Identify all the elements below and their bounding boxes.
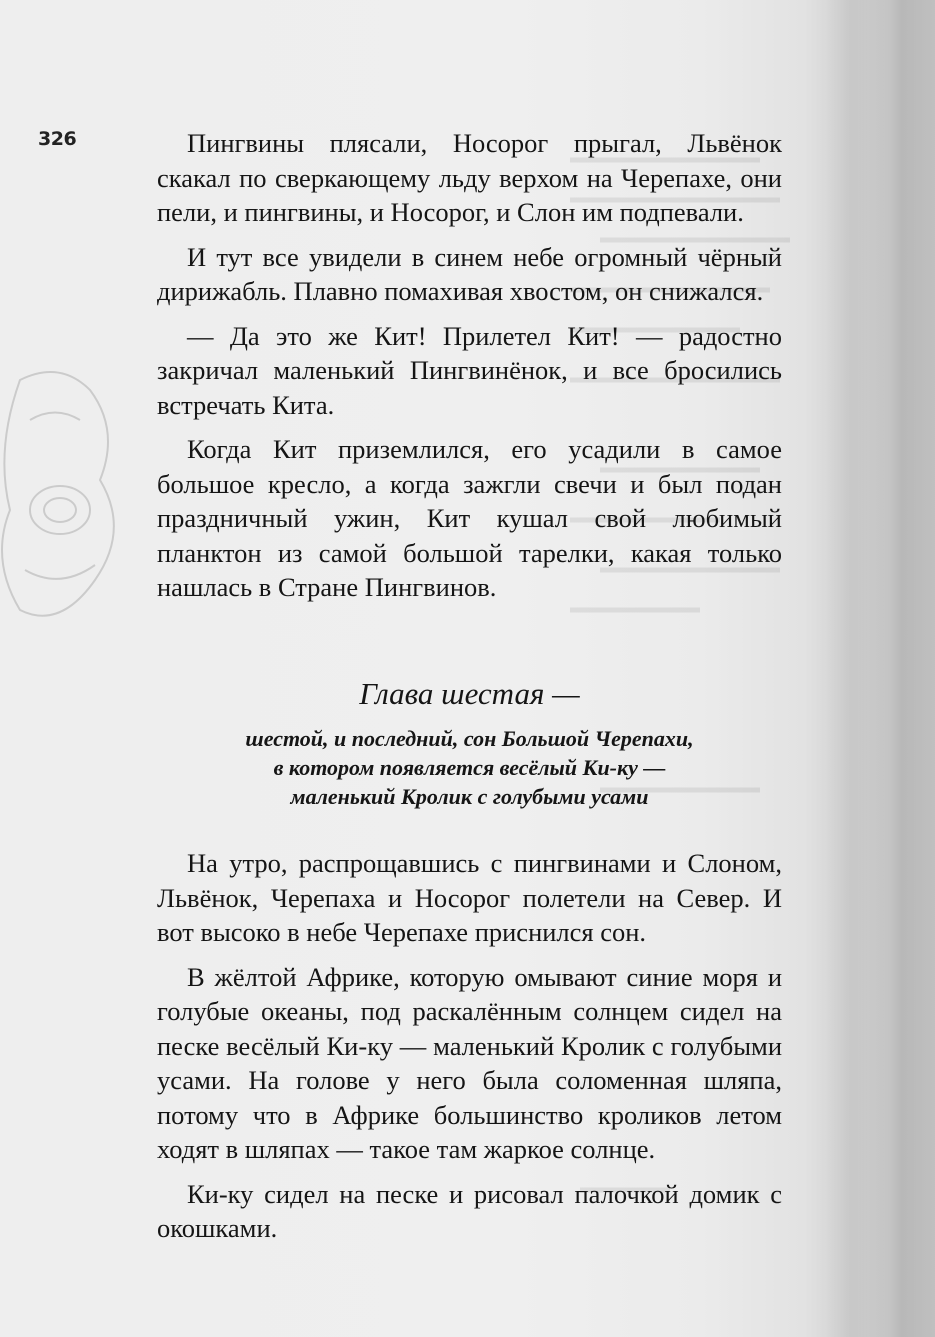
bleed-through-illustration [0, 360, 135, 660]
chapter-subtitle-line: шестой, и последний, сон Большой Черепахи, [245, 726, 694, 751]
page-gutter-shadow [825, 0, 935, 1337]
chapter-title: Глава шестая — [359, 676, 580, 711]
chapter-subtitle-line: маленький Кролик с голубыми усами [290, 784, 649, 809]
chapter-subtitle-line: в котором появляется весёлый Ки-ку — [273, 755, 666, 780]
paragraph: — Да это же Кит! Прилетел Кит! — радостно закричал маленький Пингвинёнок, и все бросились встречать Кита. [157, 320, 782, 420]
paragraph: В жёлтой Африке, которую омывают синие моря и голубые океаны, под раскалённым солнцем сидел на песке весёлый Ки-ку — маленький Кролик с голубыми усами. На голове у него была соломенная шляпа, потому что в Африке большинство кроликов летом ходят в шляпах — такое там жаркое солнце. [157, 961, 782, 1164]
paragraph: Пингвины плясали, Носорог прыгал, Львёнок скакал по сверкающему льду верхом на Черепахе, они пели, и пингвины, и Носорог, и Слон им подпевали. [157, 128, 782, 227]
paragraph: И тут все увидели в синем небе огромный чёрный дирижабль. Плавно помахивая хвостом, он снижался. [157, 241, 782, 306]
paragraph: Когда Кит приземлился, его усадили в самое большое кресло, а когда зажгли свечи и был подан праздничный ужин, Кит кушал свой любимый планктон из самой большой тарелки, какая только нашлась в Стране Пингвинов. [157, 434, 782, 602]
body-text-top [157, 126, 782, 605]
page-number: 326 [38, 128, 77, 150]
chapter-heading [157, 674, 782, 811]
paragraph: На утро, распрощавшись с пингвинами и Слоном, Львёнок, Черепаха и Носорог полетели на Север. И вот высоко в небе Черепахе приснился сон. [157, 848, 782, 947]
paragraph: Ки-ку сидел на песке и рисовал палочкой домик с окошками. [157, 1178, 782, 1243]
body-text-bottom [157, 846, 782, 1246]
